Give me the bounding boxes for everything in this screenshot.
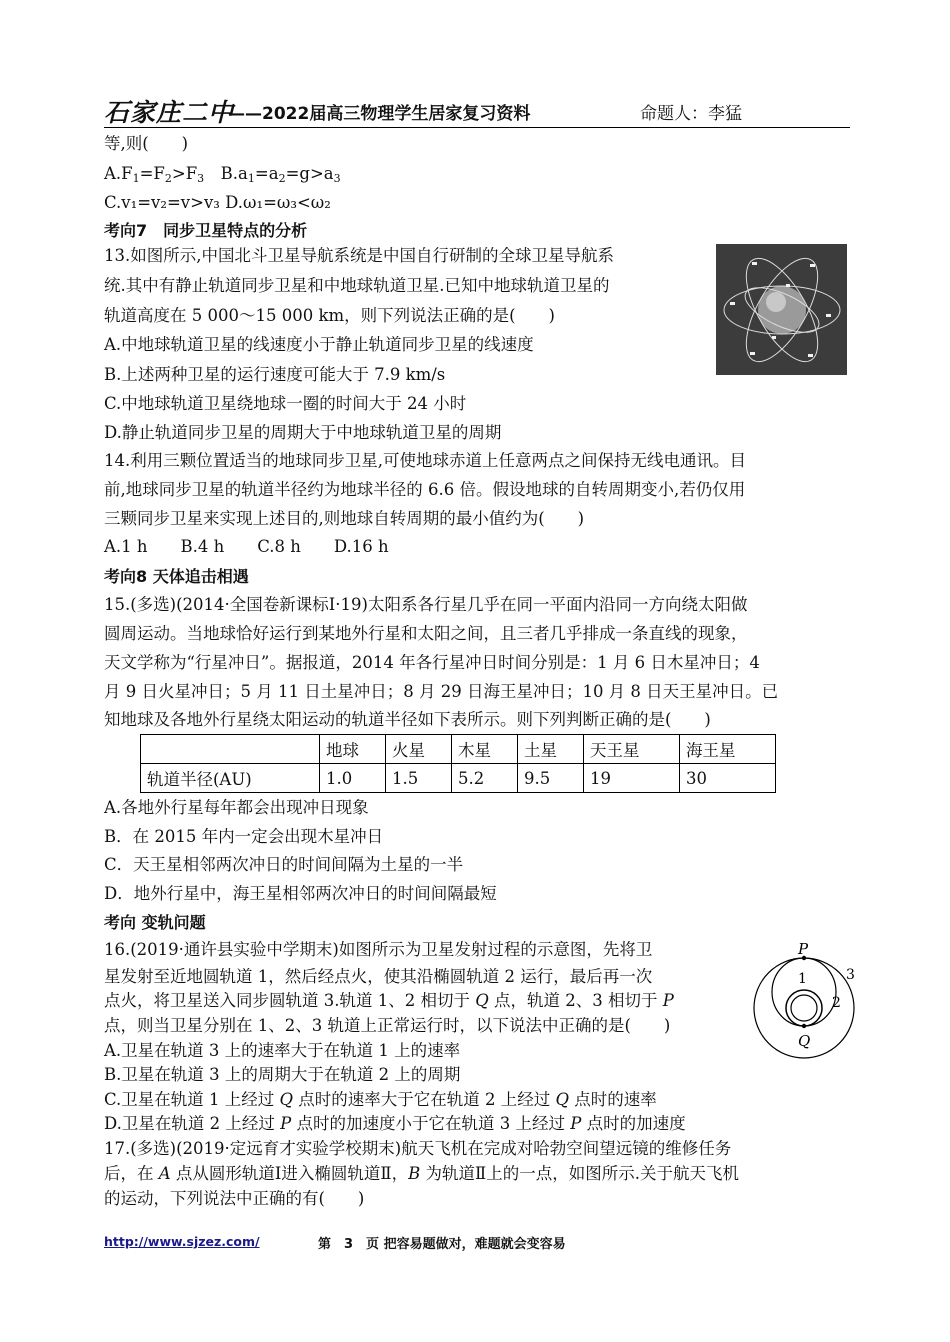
section-heading-8: 考向8 天体追击相遇 <box>104 567 249 586</box>
q14-options: A.1 h B.4 h C.8 h D.16 h <box>104 537 389 556</box>
table-cell: 火星 <box>386 735 452 764</box>
q13-option-a: A.中地球轨道卫星的线速度小于静止轨道同步卫星的线速度 <box>104 335 534 354</box>
table-cell: 木星 <box>452 735 518 764</box>
q17-line-3: 的运动，下列说法中正确的有( ) <box>104 1189 365 1208</box>
q17-line-1: 17.(多选)(2019·定远育才实验学校期末)航天飞机在完成对哈勃空间望远镜的维修任务 <box>104 1139 732 1158</box>
table-row <box>141 764 776 793</box>
earth <box>791 995 817 1021</box>
table-cell: 5.2 <box>452 764 518 793</box>
q14-line-1: 14.利用三颗位置适当的地球同步卫星,可使地球赤道上任意两点之间保持无线电通讯。目 <box>104 451 746 470</box>
table-cell: 土星 <box>518 735 584 764</box>
table-header-row <box>141 735 776 764</box>
table-cell <box>141 735 320 764</box>
label-P: P <box>798 940 809 958</box>
section-heading-orbit-change: 考向 变轨问题 <box>104 913 206 932</box>
option-line-ab: $A.F_1=F_2>F_3$ $B.a_1=a_2=g>a_3$ <box>104 164 341 185</box>
q16-line-2: 星发射至近地圆轨道 1，然后经点火，使其沿椭圆轨道 2 运行，最后再一次 <box>104 967 653 986</box>
page-number-footer: 第 3 页 把容易题做对，难题就会变容易 <box>318 1237 566 1252</box>
q13-line-1: 13.如图所示,中国北斗卫星导航系统是中国自行研制的全球卫星导航系 <box>104 246 614 265</box>
q13-line-2: 统.其中有静止轨道同步卫星和中地球轨道卫星.已知中地球轨道卫星的 <box>104 276 610 295</box>
q16-option-b: B.卫星在轨道 3 上的周期大于在轨道 2 上的周期 <box>104 1065 461 1084</box>
q16-option-d: D.卫星在轨道 2 上经过 P 点时的加速度小于它在轨道 3 上经过 P 点时的加速度 <box>104 1114 686 1133</box>
q14-line-2: 前,地球同步卫星的轨道半径约为地球半径的 6.6 倍。假设地球的自转周期变小,若仍仅用 <box>104 480 746 499</box>
q15-option-a: A.各地外行星每年都会出现冲日现象 <box>104 798 369 817</box>
q15-line-1: 15.(多选)(2014·全国卷新课标Ⅰ·19)太阳系各行星几乎在同一平面内沿同一方向绕太阳做 <box>104 595 748 614</box>
q15-option-b: B．在 2015 年内一定会出现木星冲日 <box>104 827 384 846</box>
school-logo: 石家庄二中 <box>104 98 235 127</box>
orbit-2 <box>772 958 836 1026</box>
orbit-transfer-diagram <box>748 934 868 1060</box>
q16-line-4: 点，则当卫星分别在 1、2、3 轨道上正常运行时，以下说法中正确的是( ) <box>104 1016 671 1035</box>
q15-line-5: 知地球及各地外行星绕太阳运动的轨道半径如下表所示。则下列判断正确的是( ) <box>104 710 711 729</box>
document-title: ——2022届高三物理学生居家复习资料 <box>228 104 531 124</box>
q16-option-a: A.卫星在轨道 3 上的速率大于在轨道 1 上的速率 <box>104 1041 461 1060</box>
page-header <box>104 95 850 127</box>
satellite-constellation-image <box>716 244 847 375</box>
author-label: 命题人：李猛 <box>640 104 742 124</box>
label-2: 2 <box>832 995 841 1011</box>
table-cell: 1.0 <box>320 764 386 793</box>
q13-option-b: B.上述两种卫星的运行速度可能大于 7.9 km/s <box>104 365 446 384</box>
q16-line-3: 点火，将卫星送入同步圆轨道 3.轨道 1、2 相切于 Q 点，轨道 2、3 相切于 P <box>104 991 674 1010</box>
text-line: 等,则( ) <box>104 134 189 153</box>
q13-line-3: 轨道高度在 5 000～15 000 km，则下列说法正确的是( ) <box>104 306 555 325</box>
label-3: 3 <box>846 967 855 983</box>
website-link[interactable]: http://www.sjzez.com/ <box>104 1234 260 1249</box>
q16-line-1: 16.(2019·通许县实验中学期末)如图所示为卫星发射过程的示意图，先将卫 <box>104 940 653 959</box>
q17-line-2: 后，在 A 点从圆形轨道Ⅰ进入椭圆轨道Ⅱ，B 为轨道Ⅱ上的一点，如图所示.关于航天飞机 <box>104 1164 740 1183</box>
header-divider <box>104 127 850 128</box>
section-heading-7: 考向7 同步卫星特点的分析 <box>104 221 308 240</box>
table-cell: 9.5 <box>518 764 584 793</box>
q13-option-d: D.静止轨道同步卫星的周期大于中地球轨道卫星的周期 <box>104 423 502 442</box>
q15-option-c: C．天王星相邻两次冲日的时间间隔为土星的一半 <box>104 855 464 874</box>
orbit-radius-table <box>140 734 776 793</box>
table-cell: 地球 <box>320 735 386 764</box>
q15-line-2: 圆周运动。当地球恰好运行到某地外行星和太阳之间，且三者几乎排成一条直线的现象， <box>104 624 748 643</box>
label-1: 1 <box>798 971 807 987</box>
table-cell: 30 <box>680 764 776 793</box>
table-cell: 天王星 <box>584 735 680 764</box>
table-cell: 1.5 <box>386 764 452 793</box>
q15-option-d: D．地外行星中，海王星相邻两次冲日的时间间隔最短 <box>104 884 497 903</box>
q13-option-c: C.中地球轨道卫星绕地球一圈的时间大于 24 小时 <box>104 394 467 413</box>
label-Q: Q <box>798 1032 811 1050</box>
table-cell: 19 <box>584 764 680 793</box>
q15-line-3: 天文学称为“行星冲日”。据报道，2014 年各行星冲日时间分别是：1 月 6 日木星冲日；4 <box>104 653 760 672</box>
table-cell: 轨道半径(AU) <box>141 764 320 793</box>
q15-line-4: 月 9 日火星冲日；5 月 11 日土星冲日；8 月 29 日海王星冲日；10 月 8 日天王星冲日。已 <box>104 682 779 701</box>
q16-option-c: C.卫星在轨道 1 上经过 Q 点时的速率大于它在轨道 2 上经过 Q 点时的速率 <box>104 1090 657 1109</box>
option-line-cd: C.v₁=v₂=v>v₃ D.ω₁=ω₃<ω₂ <box>104 193 331 212</box>
q14-line-3: 三颗同步卫星来实现上述目的,则地球自转周期的最小值约为( ) <box>104 509 585 528</box>
table-cell: 海王星 <box>680 735 776 764</box>
